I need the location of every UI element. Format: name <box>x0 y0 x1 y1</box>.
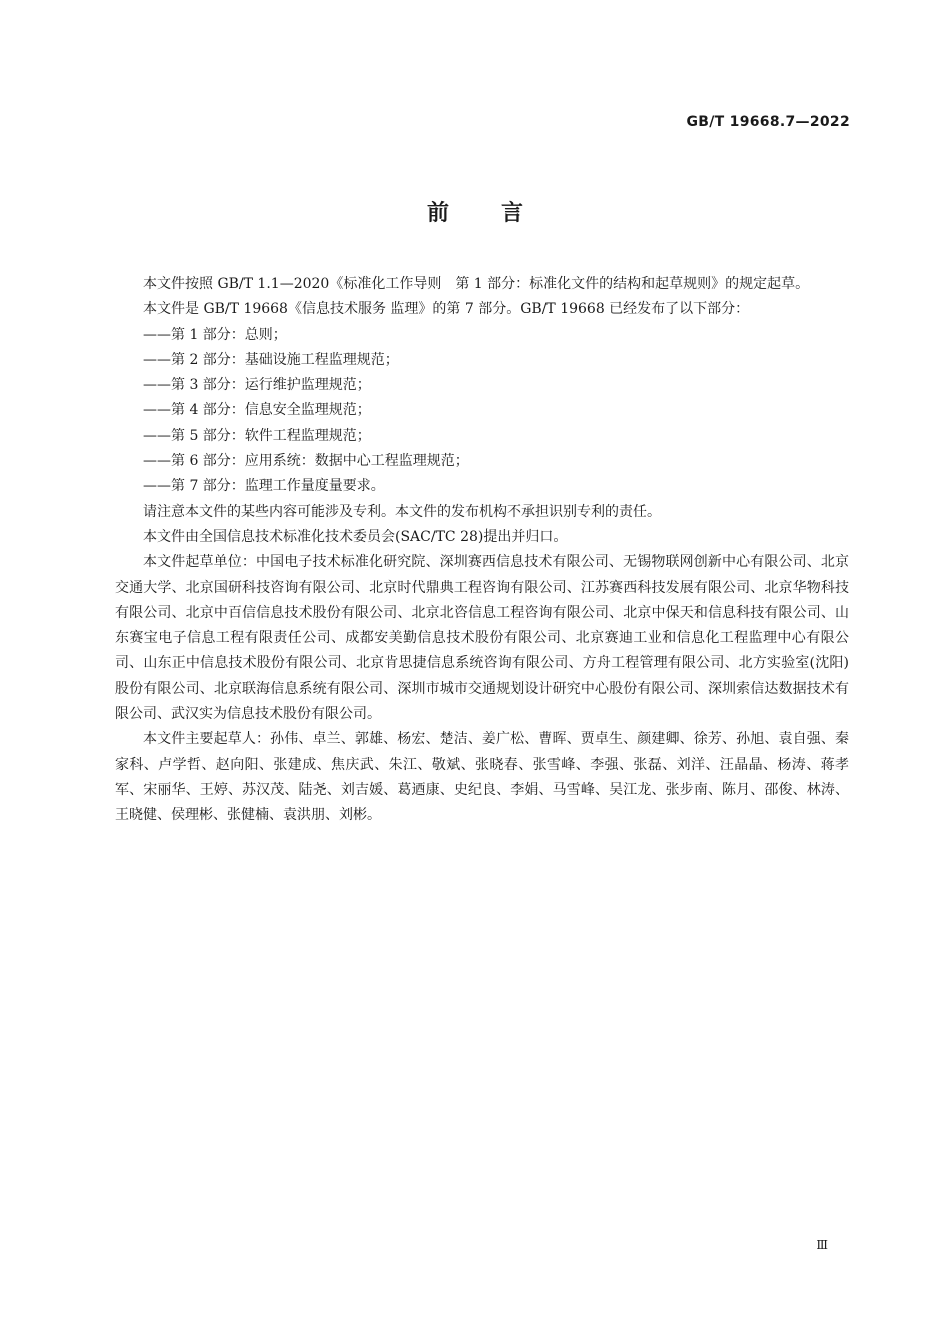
paragraph-drafting-units: 本文件起草单位：中国电子技术标准化研究院、深圳赛西信息技术有限公司、无锡物联网创新中心有限公司、北京交通大学、北京国研科技咨询有限公司、北京时代鼎典工程咨询有限公司、江苏赛西科技发展有限公司、北京华物科技有限公司、北京中百信信息技术股份有限公司、北京北咨信息工程咨询有限公司、北京中保天和信息科技有限公司、山东赛宝电子信息工程有限责任公司、成都安美勤信息技术股份有限公司、北京赛迪工业和信息化工程监理中心有限公司、山东正中信息技术股份有限公司、北京肯思捷信息系统咨询有限公司、方舟工程管理有限公司、北方实验室(沈阳)股份有限公司、北京联海信息系统有限公司、深圳市城市交通规划设计研究中心股份有限公司、深圳索信达数据技术有限公司、武汉实为信息技术股份有限公司。 <box>115 554 849 723</box>
paragraph-drafting-rules: 本文件按照 GB/T 1.1—2020《标准化工作导则 第 1 部分：标准化文件的结构和起草规则》的规定起草。 <box>143 276 810 292</box>
paragraph-committee: 本文件由全国信息技术标准化技术委员会(SAC/TC 28)提出并归口。 <box>143 528 568 545</box>
paragraph-part-intro: 本文件是 GB/T 19668《信息技术服务 监理》的第 7 部分。GB/T 19668 已经发布了以下部分： <box>143 301 750 318</box>
list-item-part: ——第 2 部分：基础设施工程监理规范； <box>143 351 399 368</box>
list-item-part: ——第 6 部分：应用系统：数据中心工程监理规范； <box>143 453 469 470</box>
page-title: 前言 <box>426 201 575 226</box>
list-item-part: ——第 7 部分：监理工作量度量要求。 <box>143 478 385 495</box>
page-number: Ⅲ <box>816 1238 828 1252</box>
list-item-part: ——第 4 部分：信息安全监理规范； <box>143 402 371 419</box>
paragraph-patent-notice: 请注意本文件的某些内容可能涉及专利。本文件的发布机构不承担识别专利的责任。 <box>143 503 661 520</box>
paragraph-drafters: 本文件主要起草人：孙伟、卓兰、郭雄、杨宏、楚洁、姜广松、曹晖、贾卓生、颜建卿、徐芳、孙旭、袁自强、秦家科、卢学哲、赵向阳、张建成、焦庆武、朱江、敬斌、张晓春、张雪峰、李强、张磊、刘洋、汪晶晶、杨涛、蒋孝军、宋丽华、王婷、苏汉茂、陆尧、刘吉媛、葛迺康、史纪良、李娟、马雪峰、吴江龙、张步南、陈月、邵俊、林涛、王晓健、侯理彬、张健楠、袁洪朋、刘彬。 <box>115 731 849 824</box>
list-item-part: ——第 5 部分：软件工程监理规范； <box>143 427 371 444</box>
standard-number: GB/T 19668.7—2022 <box>686 114 850 130</box>
list-item-part: ——第 1 部分：总则； <box>143 326 287 343</box>
foreword-body <box>115 272 849 829</box>
list-item-part: ——第 3 部分：运行维护监理规范； <box>143 377 371 394</box>
